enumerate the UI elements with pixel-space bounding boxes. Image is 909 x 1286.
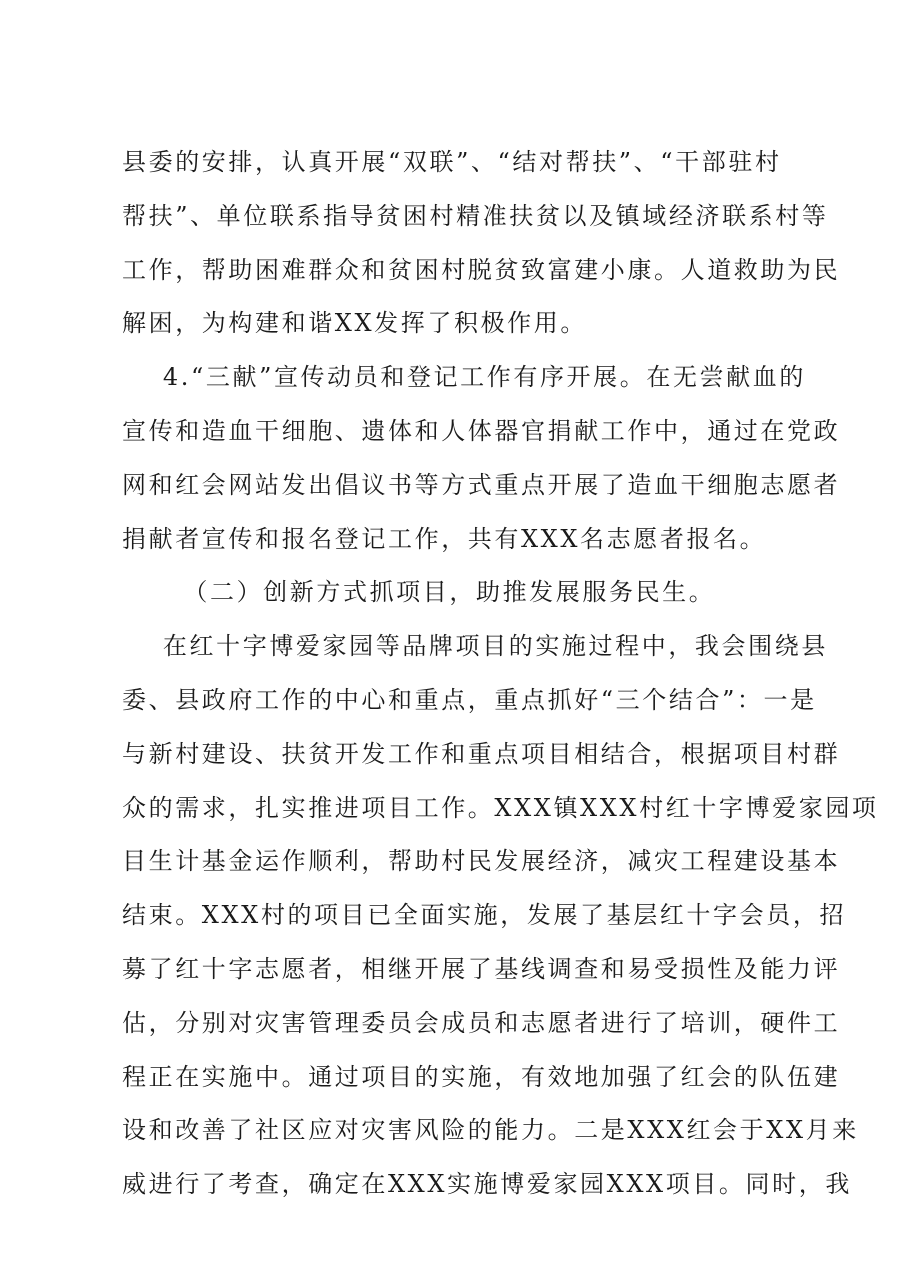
text-line: 解困，为构建和谐XX发挥了积极作用。 bbox=[122, 309, 587, 338]
text-line: 与新村建设、扶贫开发工作和重点项目相结合，根据项目村群 bbox=[122, 739, 841, 768]
text-line: 帮扶”、单位联系指导贫困村精准扶贫以及镇域经济联系村等 bbox=[122, 201, 829, 230]
text-line: 县委的安排，认真开展“双联”、“结对帮扶”、“干部驻村 bbox=[122, 148, 782, 176]
document-body bbox=[122, 136, 879, 1212]
text-line: 威进行了考查，确定在XXX实施博爱家园XXX项目。同时，我 bbox=[122, 1170, 852, 1199]
text-line: 宣传和造血干细胞、遗体和人体器官捐献工作中，通过在党政 bbox=[122, 416, 841, 445]
text-line: 工作，帮助困难群众和贫困村脱贫致富建小康。人道救助为民 bbox=[122, 255, 841, 284]
text-line: 估，分别对灾害管理委员会成员和志愿者进行了培训，硬件工 bbox=[122, 1008, 841, 1037]
text-line: 目生计基金运作顺利，帮助村民发展经济，减灾工程建设基本 bbox=[122, 847, 841, 876]
text-line: 程正在实施中。通过项目的实施，有效地加强了红会的队伍建 bbox=[122, 1062, 841, 1091]
text-line: 委、县政府工作的中心和重点，重点抓好“三个结合”：一是 bbox=[122, 685, 817, 714]
text-line: 结束。XXX村的项目已全面实施，发展了基层红十字会员，招 bbox=[122, 901, 847, 930]
text-line: 在红十字博爱家园等品牌项目的实施过程中，我会围绕县 bbox=[122, 632, 828, 661]
text-line: 设和改善了社区应对灾害风险的能力。二是XXX红会于XX月来 bbox=[122, 1116, 859, 1145]
text-line: 众的需求，扎实推进项目工作。XXX镇XXX村红十字博爱家园项 bbox=[122, 793, 879, 822]
text-line: 捐献者宣传和报名登记工作，共有XXX名志愿者报名。 bbox=[122, 524, 767, 553]
text-line: 网和红会网站发出倡议书等方式重点开展了造血干细胞志愿者 bbox=[122, 470, 841, 499]
section-heading: （二）创新方式抓项目，助推发展服务民生。 bbox=[122, 578, 716, 607]
text-line: 募了红十字志愿者，相继开展了基线调查和易受损性及能力评 bbox=[122, 954, 841, 983]
text-line: 4.“三献”宣传动员和登记工作有序开展。在无尝献血的 bbox=[122, 363, 806, 392]
